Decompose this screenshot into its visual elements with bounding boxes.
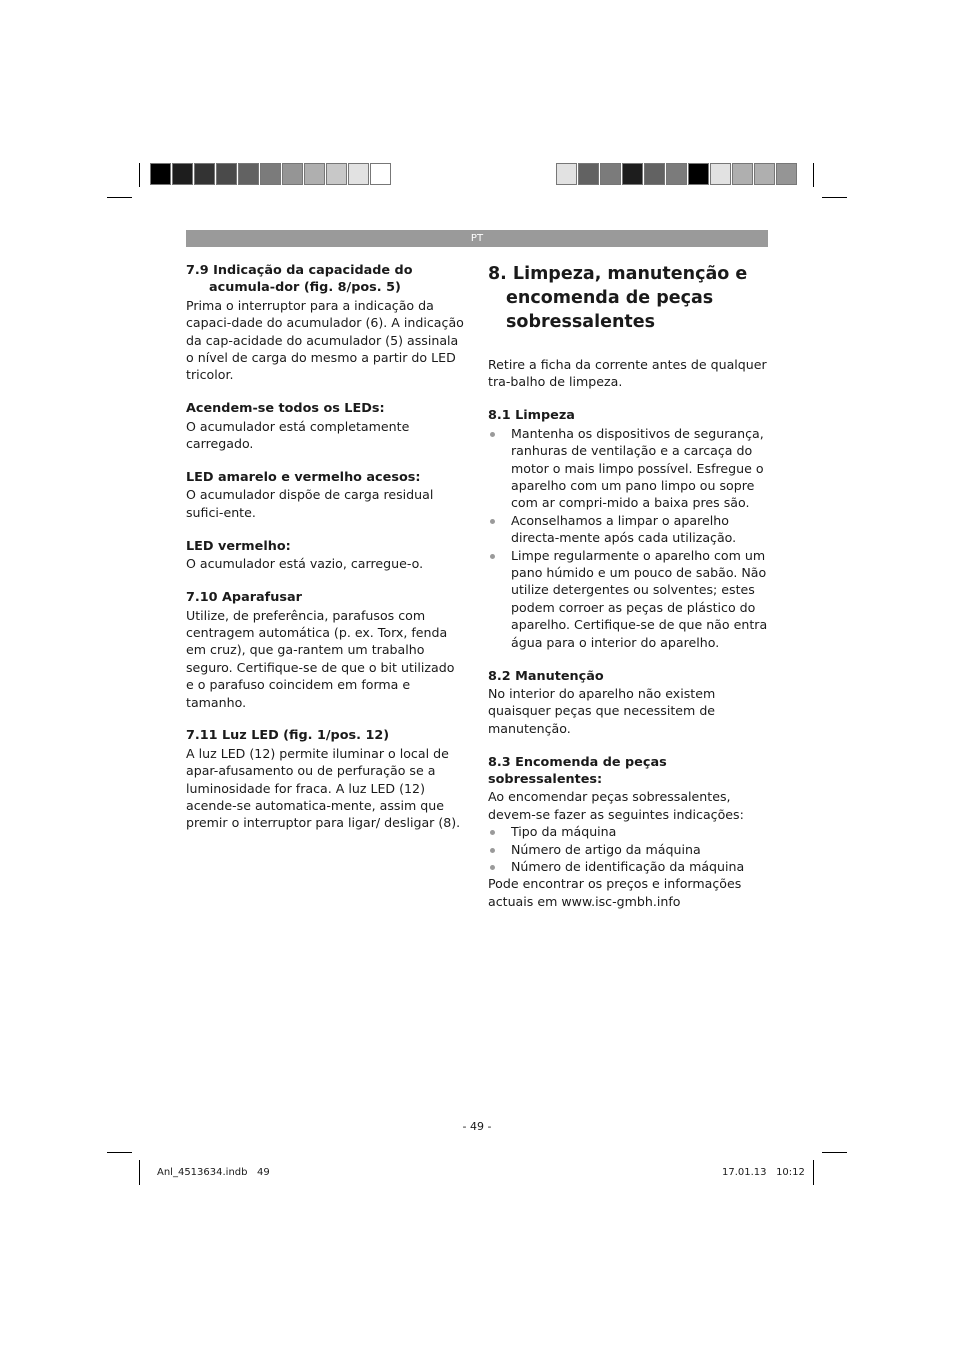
color-swatch	[732, 163, 753, 185]
right-column	[488, 262, 768, 910]
order-info-list	[488, 823, 768, 875]
bullet-icon	[490, 554, 495, 559]
list-item: Tipo da máquina	[488, 823, 768, 840]
bullet-icon	[490, 848, 495, 853]
color-swatch	[710, 163, 731, 185]
bullet-icon	[490, 519, 495, 524]
crop-mark	[813, 1160, 814, 1185]
color-swatch	[578, 163, 599, 185]
red-led-title: LED vermelho:	[186, 538, 291, 554]
section-7-11-title: 7.11 Luz LED (fig. 1/pos. 12)	[186, 728, 390, 744]
crop-mark	[139, 163, 140, 187]
color-swatch	[754, 163, 775, 185]
section-8-title: 8. Limpeza, manutenção e encomenda de peças sobressalentes	[488, 264, 748, 332]
list-item: Mantenha os dispositivos de segurança, ranhuras de ventilação e a carcaça do motor o mais limpo possível. Esfregue o aparelho com um pano limpo ou sopre com ar compri-mido a baixa pres são.	[488, 425, 768, 512]
section-7-9-title: 7.9 Indicação da capacidade do acumula-dor (fig. 8/pos. 5)	[186, 263, 413, 296]
color-swatch	[556, 163, 577, 185]
list-item: Aconselhamos a limpar o aparelho directa-mente após cada utilização.	[488, 512, 768, 547]
section-8-3-footer: Pode encontrar os preços e informações actuais em www.isc-gmbh.info	[488, 876, 742, 909]
bullet-icon	[490, 830, 495, 835]
section-7-10-title: 7.10 Aparafusar	[186, 590, 302, 606]
left-column	[186, 262, 466, 832]
crop-mark	[139, 1160, 140, 1185]
color-swatch	[370, 163, 391, 185]
color-swatch	[326, 163, 347, 185]
crop-mark	[822, 1152, 847, 1153]
color-swatch	[194, 163, 215, 185]
color-swatch	[260, 163, 281, 185]
crop-mark	[107, 197, 132, 198]
red-led-body: O acumulador está vazio, carregue-o.	[186, 556, 424, 572]
section-8-intro: Retire a ficha da corrente antes de qualquer tra-balho de limpeza.	[488, 357, 767, 390]
color-swatch	[150, 163, 171, 185]
color-swatch	[304, 163, 325, 185]
color-swatch	[688, 163, 709, 185]
section-8-3-title: 8.3 Encomenda de peças sobressalentes:	[488, 754, 667, 788]
color-swatch	[644, 163, 665, 185]
section-7-10-body: Utilize, de preferência, parafusos com centragem automática (p. ex. Torx, fenda em cruz), que ga-rantem um trabalho seguro. Certifique-se de que o bit utilizado e o parafuso coincidem em forma e tamanho.	[186, 607, 455, 710]
color-calibration-bar-right	[556, 163, 798, 187]
yellow-red-led-title: LED amarelo e vermelho acesos:	[186, 470, 421, 486]
section-7-11-body: A luz LED (12) permite iluminar o local de apar-afusamento ou de perfuração se a luminosidade for fraca. A luz LED (12) acende-se automatica-mente, assim que premir o interruptor para ligar/ desligar (8).	[186, 745, 461, 831]
color-swatch	[600, 163, 621, 185]
page-number: - 49 -	[462, 1120, 492, 1133]
color-swatch	[776, 163, 797, 185]
color-swatch	[238, 163, 259, 185]
bullet-icon	[490, 865, 495, 870]
cleaning-list	[488, 425, 768, 651]
section-8-2-body: No interior do aparelho não existem quaisquer peças que necessitem de manutenção.	[488, 685, 716, 736]
color-calibration-bar-left	[150, 163, 392, 187]
all-leds-title: Acendem-se todos os LEDs:	[186, 401, 385, 417]
crop-mark	[813, 163, 814, 187]
crop-mark	[107, 1152, 132, 1153]
color-swatch	[348, 163, 369, 185]
all-leds-body: O acumulador está completamente carregado.	[186, 418, 410, 452]
language-header: PT	[186, 230, 768, 247]
list-item: Limpe regularmente o aparelho com um pano húmido e um pouco de sabão. Não utilize detergentes ou solventes; estes podem corroer as peças de plástico do aparelho. Certifique-se de que não entra água para o interior do aparelho.	[488, 547, 768, 651]
footer-file: Anl_4513634.indb 49	[157, 1167, 270, 1178]
section-8-3-body: Ao encomendar peças sobressalentes, devem-se fazer as seguintes indicações:	[488, 789, 744, 822]
bullet-icon	[490, 432, 495, 437]
color-swatch	[282, 163, 303, 185]
footer-datetime: 17.01.13 10:12	[722, 1167, 805, 1178]
section-7-9-body: Prima o interruptor para a indicação da capaci-dade do acumulador (6). A indicação da cap-acidade do acumulador (5) assinala o nível de carga do mesmo a partir do LED tricolor.	[186, 297, 464, 383]
list-item: Número de artigo da máquina	[488, 841, 768, 858]
section-8-1-title: 8.1 Limpeza	[488, 408, 575, 424]
yellow-red-led-body: O acumulador dispõe de carga residual sufici-ente.	[186, 487, 434, 520]
color-swatch	[622, 163, 643, 185]
list-item: Número de identificação da máquina	[488, 858, 768, 875]
section-8-2-title: 8.2 Manutenção	[488, 668, 604, 684]
color-swatch	[216, 163, 237, 185]
color-swatch	[172, 163, 193, 185]
color-swatch	[666, 163, 687, 185]
crop-mark	[822, 197, 847, 198]
